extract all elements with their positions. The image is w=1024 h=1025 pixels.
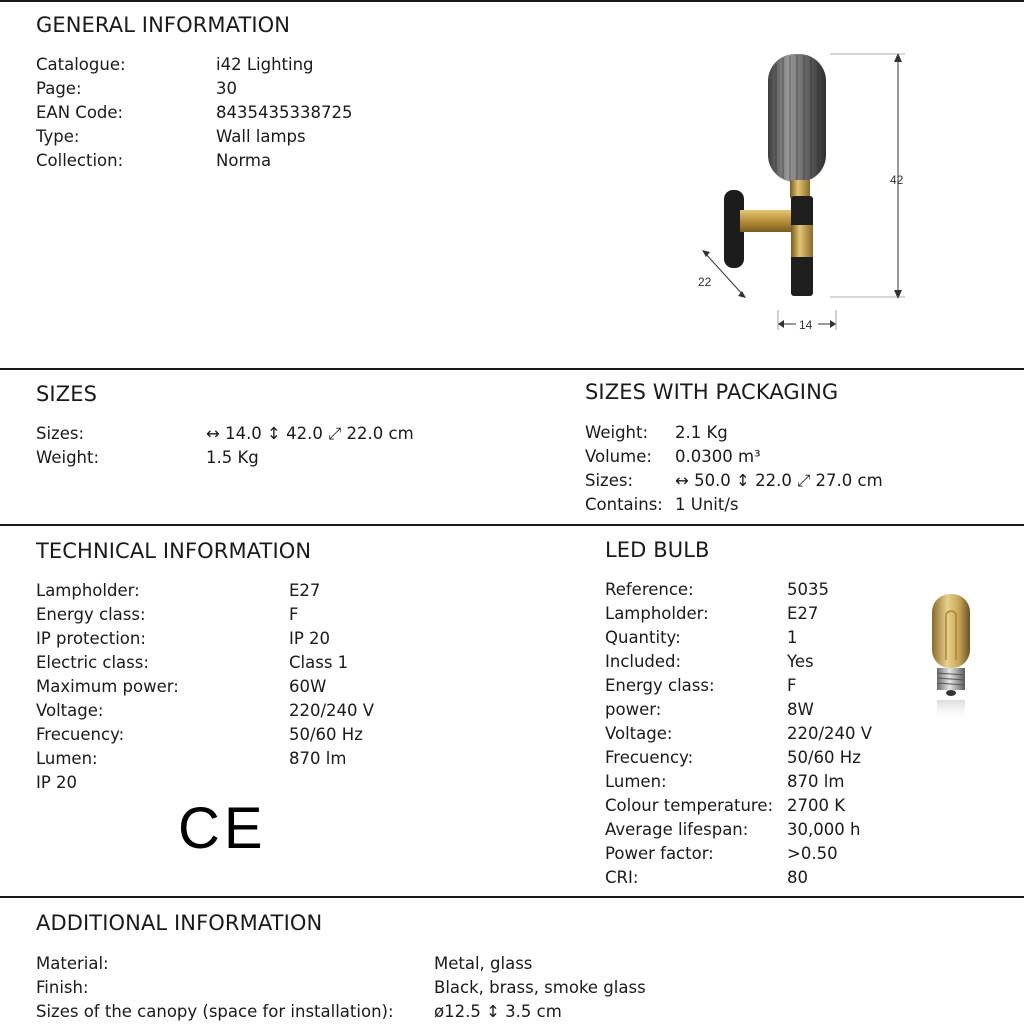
row-label: Page: (36, 79, 82, 98)
row-value: 220/240 V (289, 701, 375, 720)
row-label: Collection: (36, 151, 124, 170)
row-label: Average lifespan: (605, 820, 749, 839)
row-value: 8W (787, 700, 814, 719)
row-label: Energy class: (605, 676, 715, 695)
row-label: Weight: (36, 448, 100, 467)
row-value: 60W (289, 677, 327, 696)
row-value: Black, brass, smoke glass (434, 978, 646, 997)
row-label: Colour temperature: (605, 796, 774, 815)
tech-ip-rating-note: IP 20 (36, 773, 78, 792)
row-value: Norma (216, 151, 272, 170)
additional-info-heading: ADDITIONAL INFORMATION (36, 911, 323, 935)
ce-mark-logo: CE (178, 796, 267, 861)
height-dimension-label: 42 (890, 173, 904, 187)
section-divider (0, 896, 1024, 898)
row-value: 220/240 V (787, 724, 873, 743)
led-bulb-heading: LED BULB (605, 538, 710, 562)
row-value: 30 (216, 79, 237, 98)
row-value: 30,000 h (787, 820, 861, 839)
row-value: IP 20 (289, 629, 331, 648)
section-divider (0, 524, 1024, 526)
row-value: 1 (787, 628, 798, 647)
row-value: E27 (787, 604, 819, 623)
brass-arm (740, 210, 798, 232)
row-value: 50/60 Hz (289, 725, 363, 744)
row-label: Lampholder: (36, 581, 140, 600)
row-value: 5035 (787, 580, 829, 599)
row-value: 2.1 Kg (675, 423, 728, 442)
row-value: 870 lm (289, 749, 347, 768)
row-value: ↔ 14.0 ↕ 42.0 ⤢ 22.0 cm (206, 424, 414, 443)
row-value: E27 (289, 581, 321, 600)
row-value: F (787, 676, 797, 695)
row-label: Volume: (585, 447, 652, 466)
general-info-heading: GENERAL INFORMATION (36, 13, 291, 37)
row-label: Weight: (585, 423, 649, 442)
row-value: Class 1 (289, 653, 349, 672)
row-value: 1.5 Kg (206, 448, 259, 467)
row-value: i42 Lighting (216, 55, 314, 74)
row-value: 80 (787, 868, 808, 887)
row-value: F (289, 605, 299, 624)
row-value: ↔ 50.0 ↕ 22.0 ⤢ 27.0 cm (675, 471, 883, 490)
row-label: Voltage: (36, 701, 104, 720)
row-value: Wall lamps (216, 127, 306, 146)
row-label: Sizes: (585, 471, 634, 490)
row-label: EAN Code: (36, 103, 124, 122)
row-value: 0.0300 m³ (675, 447, 761, 466)
row-label: Lampholder: (605, 604, 709, 623)
row-label: Lumen: (36, 749, 98, 768)
width-dimension-label: 14 (799, 318, 813, 332)
row-label: Catalogue: (36, 55, 126, 74)
row-label: Type: (36, 127, 80, 146)
row-value: Yes (787, 652, 814, 671)
row-label: Frecuency: (605, 748, 694, 767)
depth-dimension-label: 22 (698, 275, 712, 289)
row-label: Maximum power: (36, 677, 179, 696)
row-label: Voltage: (605, 724, 673, 743)
led-bulb-image (912, 588, 988, 724)
wall-lamp-product-drawing (680, 40, 920, 340)
packaging-heading: SIZES WITH PACKAGING (585, 380, 839, 404)
row-label: Frecuency: (36, 725, 125, 744)
row-label: CRI: (605, 868, 639, 887)
row-value: 1 Unit/s (675, 495, 739, 514)
row-value: 870 lm (787, 772, 845, 791)
row-label: Energy class: (36, 605, 146, 624)
row-value: 50/60 Hz (787, 748, 861, 767)
row-label: Included: (605, 652, 682, 671)
row-label: Reference: (605, 580, 694, 599)
row-label: Sizes of the canopy (space for installation): (36, 1002, 394, 1021)
sizes-heading: SIZES (36, 382, 98, 406)
row-value: >0.50 (787, 844, 838, 863)
row-label: Power factor: (605, 844, 714, 863)
row-label: Electric class: (36, 653, 149, 672)
row-value: ø12.5 ↕ 3.5 cm (434, 1002, 562, 1021)
section-divider (0, 368, 1024, 370)
row-label: Sizes: (36, 424, 85, 443)
row-label: Contains: (585, 495, 663, 514)
technical-info-heading: TECHNICAL INFORMATION (36, 539, 312, 563)
row-value: Metal, glass (434, 954, 533, 973)
row-label: IP protection: (36, 629, 146, 648)
row-label: Lumen: (605, 772, 667, 791)
row-value: 8435435338725 (216, 103, 353, 122)
row-label: Material: (36, 954, 109, 973)
row-label: power: (605, 700, 662, 719)
row-label: Quantity: (605, 628, 681, 647)
row-value: 2700 K (787, 796, 846, 815)
row-label: Finish: (36, 978, 89, 997)
top-divider (0, 0, 1024, 2)
